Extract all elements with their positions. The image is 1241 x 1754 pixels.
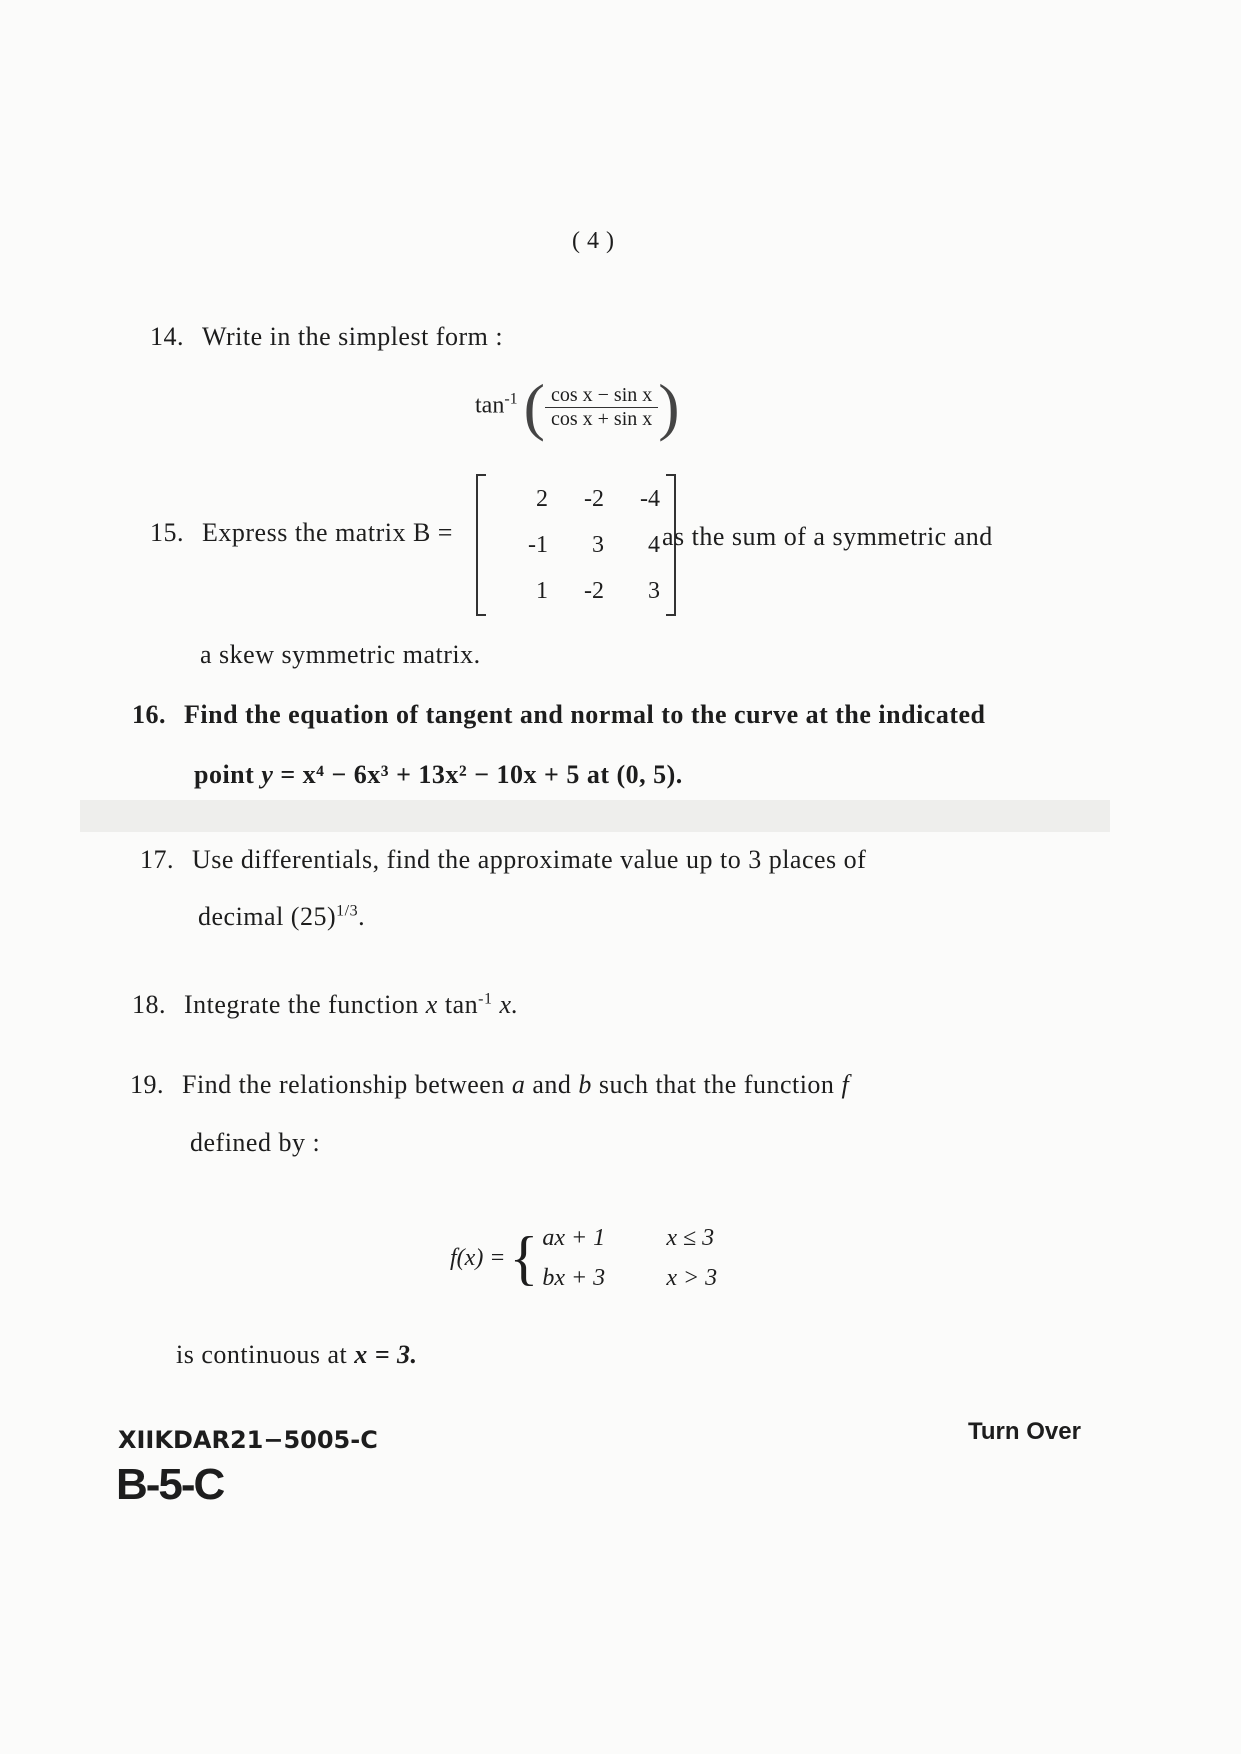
question-16-line2 xyxy=(194,760,683,790)
case-expression: bx + 3 xyxy=(542,1264,606,1291)
question-text-tail: such that the function xyxy=(598,1070,835,1099)
matrix-cell: 2 xyxy=(536,485,548,512)
question-number: 15. xyxy=(150,518,184,547)
question-number: 16. xyxy=(132,700,166,729)
denominator: cos x + sin x xyxy=(550,407,653,430)
case-row xyxy=(542,1258,717,1298)
question-19-line2: defined by : xyxy=(190,1128,321,1157)
matrix-cell: -4 xyxy=(640,485,660,512)
matrix-bracket xyxy=(476,474,676,616)
decimal-label: decimal xyxy=(198,902,284,931)
matrix-cell: -1 xyxy=(528,531,548,558)
question-18 xyxy=(132,990,518,1020)
question-number: 19. xyxy=(130,1070,164,1099)
question-15-after: as the sum of a symmetric and xyxy=(662,522,993,551)
variable-f: f xyxy=(841,1070,850,1099)
paper-code: XIIKDAR21−5005-C xyxy=(118,1426,378,1454)
question-16 xyxy=(132,700,986,730)
question-15 xyxy=(150,518,453,548)
base-value: (25) xyxy=(290,902,337,931)
matrix-cell: 3 xyxy=(648,577,660,604)
tan-function: tan xyxy=(475,392,505,419)
right-paren: ) xyxy=(658,371,680,442)
and-word: and xyxy=(532,1070,572,1099)
matrix-cell: 3 xyxy=(592,531,604,558)
conclusion-value: x = 3. xyxy=(354,1340,418,1369)
question-19 xyxy=(130,1070,849,1100)
question-number: 14. xyxy=(150,322,184,351)
curve-expression: = x⁴ − 6x³ + 13x² − 10x + 5 at (0, 5). xyxy=(280,760,683,789)
matrix-cell: -2 xyxy=(584,485,604,512)
matrix-row xyxy=(492,522,660,568)
fraction xyxy=(545,384,658,431)
variable-x: x xyxy=(425,990,438,1019)
case-row xyxy=(542,1218,717,1258)
matrix-cell: 4 xyxy=(648,531,660,558)
question-number: 17. xyxy=(140,845,174,874)
turn-over: Turn Over xyxy=(968,1418,1081,1445)
matrix-row xyxy=(492,476,660,522)
question-text: Find the equation of tangent and normal to the curve at the indicated xyxy=(184,700,986,729)
inverse-exponent: -1 xyxy=(478,990,493,1008)
matrix-cell: 1 xyxy=(536,577,548,604)
question-14 xyxy=(150,322,503,352)
question-number: 18. xyxy=(132,990,166,1019)
question-text: Use differentials, find the approximate value up to 3 places of xyxy=(192,845,867,874)
tan-function: tan xyxy=(444,990,479,1019)
question-19-conclusion xyxy=(176,1340,418,1370)
question-text: Write in the simplest form : xyxy=(202,322,504,351)
question-17-line2: decimal $(25)^{1/3}$. xyxy=(198,902,366,931)
variable-y: y xyxy=(261,760,274,789)
scan-band xyxy=(80,800,1110,832)
question-text: Integrate the function xyxy=(184,990,419,1019)
matrix-row xyxy=(492,568,660,614)
conclusion-text: is continuous at xyxy=(176,1340,348,1369)
q14-expression xyxy=(475,370,680,444)
question-15-continuation: a skew symmetric matrix. xyxy=(200,640,481,669)
case-condition: x > 3 xyxy=(666,1264,718,1291)
cases xyxy=(542,1218,717,1298)
inverse-exponent: -1 xyxy=(504,390,518,408)
question-text-before: Express the matrix B = xyxy=(202,518,453,547)
variable-a: a xyxy=(511,1070,526,1099)
exponent: 1/3 xyxy=(336,902,359,920)
variable-b: b xyxy=(578,1070,592,1099)
case-expression: ax + 1 xyxy=(542,1224,606,1251)
paper-series: B-5-C xyxy=(116,1460,224,1509)
matrix-cell: -2 xyxy=(584,577,604,604)
function-lhs: f(x) = xyxy=(450,1244,506,1271)
left-paren: ( xyxy=(523,371,545,442)
piecewise-function xyxy=(450,1218,717,1298)
numerator: cos x − sin x xyxy=(545,384,658,408)
point-label: point xyxy=(194,760,255,789)
case-condition: x ≤ 3 xyxy=(666,1224,715,1251)
curly-brace: { xyxy=(509,1224,539,1291)
question-17 xyxy=(140,845,866,875)
matrix-b xyxy=(476,474,676,616)
variable-x: x. xyxy=(499,990,519,1019)
question-text: Find the relationship between xyxy=(182,1070,505,1099)
page-number: ( 4 ) xyxy=(572,228,615,254)
